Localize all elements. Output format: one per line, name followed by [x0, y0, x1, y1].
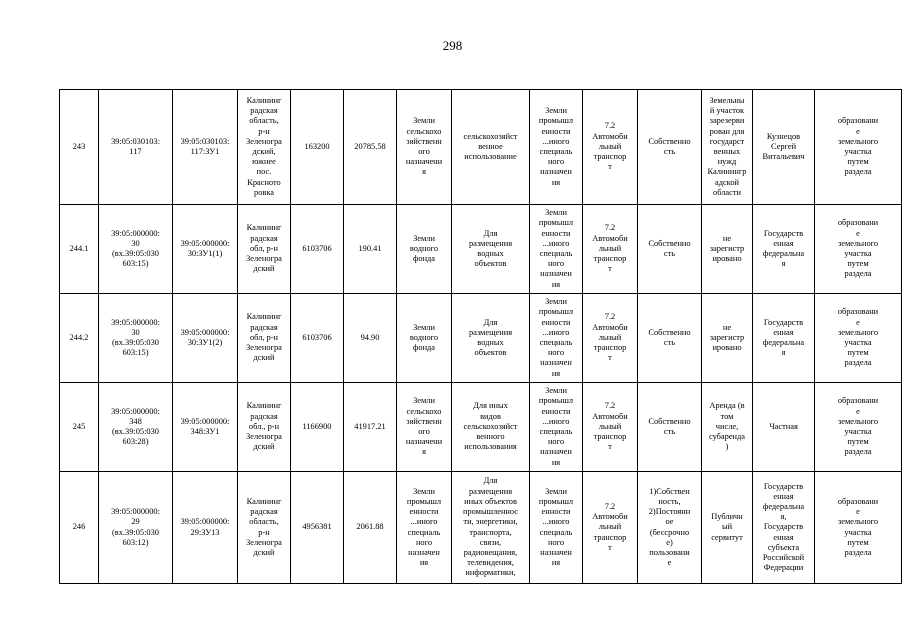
- land-plots-table: [59, 89, 902, 584]
- plot-area: 190.41: [344, 205, 397, 294]
- row-number: 244.1: [60, 205, 99, 294]
- table-row: [60, 294, 902, 383]
- note: образовани е земельного участка путем раздела: [815, 294, 902, 383]
- plot-designation: 39:05:000000: 348:ЗУ1: [173, 383, 238, 472]
- permitted-use-new: 7.2 Автомоби льный транспор т: [583, 90, 638, 205]
- right-type: Собственно сть: [638, 90, 702, 205]
- owner: Государств енная федеральна я: [753, 294, 815, 383]
- permitted-use: Для размещения водных объектов: [452, 205, 530, 294]
- address: Калининг радская обл., р-н Зеленогра дский: [238, 383, 291, 472]
- permitted-use-new: 7.2 Автомоби льный транспор т: [583, 472, 638, 584]
- right-type: Собственно сть: [638, 205, 702, 294]
- land-category: Земли водного фонда: [397, 294, 452, 383]
- encumbrance: Земельны й участок зарезерви рован для государст венных нужд Калинингр адской области: [702, 90, 753, 205]
- owner: Частная: [753, 383, 815, 472]
- land-category-new: Земли промышл енности ...иного специаль ного назначен ия: [530, 294, 583, 383]
- row-number: 244.2: [60, 294, 99, 383]
- cadastral-number: 39:05:000000: 30 (вх.39:05:030 603:15): [99, 205, 173, 294]
- land-category: Земли сельскохо зяйственн ого назначени я: [397, 383, 452, 472]
- right-type: Собственно сть: [638, 383, 702, 472]
- note: образовани е земельного участка путем раздела: [815, 90, 902, 205]
- table-row: [60, 205, 902, 294]
- encumbrance: Аренда (в том числе, субаренда ): [702, 383, 753, 472]
- right-type: 1)Собствен ность, 2)Постоянн ое (бессрочно е) пользовани е: [638, 472, 702, 584]
- cadastral-number: 39:05:000000: 30 (вх.39:05:030 603:15): [99, 294, 173, 383]
- row-number: 243: [60, 90, 99, 205]
- encumbrance: не зарегистр ировано: [702, 294, 753, 383]
- plot-area: 2061.88: [344, 472, 397, 584]
- permitted-use-new: 7.2 Автомоби льный транспор т: [583, 205, 638, 294]
- address: Калининг радская обл, р-н Зеленогра дский: [238, 205, 291, 294]
- plot-area: 41917.21: [344, 383, 397, 472]
- note: образовани е земельного участка путем раздела: [815, 205, 902, 294]
- plot-designation: 39:05:000000: 29:ЗУ13: [173, 472, 238, 584]
- permitted-use: Для размещения иных объектов промышленнос ти, энергетики, транспорта, связи, радиовещания, телевидения, информатики,: [452, 472, 530, 584]
- plot-designation: 39:05:000000: 30:ЗУ1(2): [173, 294, 238, 383]
- permitted-use: Для размещения водных объектов: [452, 294, 530, 383]
- cadastral-number: 39:05:000000: 348 (вх.39:05:030 603:28): [99, 383, 173, 472]
- total-area: 6103706: [291, 294, 344, 383]
- row-number: 246: [60, 472, 99, 584]
- permitted-use-new: 7.2 Автомоби льный транспор т: [583, 383, 638, 472]
- land-category: Земли сельскохо зяйственн ого назначени я: [397, 90, 452, 205]
- plot-designation: 39:05:000000: 30:ЗУ1(1): [173, 205, 238, 294]
- cadastral-number: 39:05:030103: 117: [99, 90, 173, 205]
- land-category: Земли промышл енности ...иного специаль ного назначен ия: [397, 472, 452, 584]
- address: Калининг радская область, р-н Зеленогра дский, южнее пос. Красното ровка: [238, 90, 291, 205]
- permitted-use: Для иных видов сельскохозяйст венного использования: [452, 383, 530, 472]
- table-row: [60, 90, 902, 205]
- encumbrance: не зарегистр ировано: [702, 205, 753, 294]
- total-area: 1166900: [291, 383, 344, 472]
- page-number: 298: [442, 38, 463, 53]
- land-category-new: Земли промышл енности ...иного специаль ного назначен ия: [530, 90, 583, 205]
- owner: Государств енная федеральна я: [753, 205, 815, 294]
- table-row: [60, 472, 902, 584]
- permitted-use-new: 7.2 Автомоби льный транспор т: [583, 294, 638, 383]
- owner: Кузнецов Сергей Витальевич: [753, 90, 815, 205]
- total-area: 163200: [291, 90, 344, 205]
- land-category-new: Земли промышл енности ...иного специаль ного назначен ия: [530, 383, 583, 472]
- land-category: Земли водного фонда: [397, 205, 452, 294]
- plot-area: 20785.58: [344, 90, 397, 205]
- land-category-new: Земли промышл енности ...иного специаль ного назначен ия: [530, 472, 583, 584]
- note: образовани е земельного участка путем раздела: [815, 383, 902, 472]
- total-area: 6103706: [291, 205, 344, 294]
- row-number: 245: [60, 383, 99, 472]
- permitted-use: сельскохозяйст венное использование: [452, 90, 530, 205]
- land-category-new: Земли промышл енности ...иного специаль ного назначен ия: [530, 205, 583, 294]
- encumbrance: Публичн ый сервитут: [702, 472, 753, 584]
- plot-area: 94.90: [344, 294, 397, 383]
- note: образовани е земельного участка путем раздела: [815, 472, 902, 584]
- cadastral-number: 39:05:000000: 29 (вх.39:05:030 603:12): [99, 472, 173, 584]
- address: Калининг радская обл, р-н Зеленогра дский: [238, 294, 291, 383]
- total-area: 4956381: [291, 472, 344, 584]
- plot-designation: 39:05:030103: 117:ЗУ1: [173, 90, 238, 205]
- owner: Государств енная федеральна я, Государств енная субъекта Российской Федерации: [753, 472, 815, 584]
- address: Калининг радская область, р-н Зеленогра дский: [238, 472, 291, 584]
- table-row: [60, 383, 902, 472]
- right-type: Собственно сть: [638, 294, 702, 383]
